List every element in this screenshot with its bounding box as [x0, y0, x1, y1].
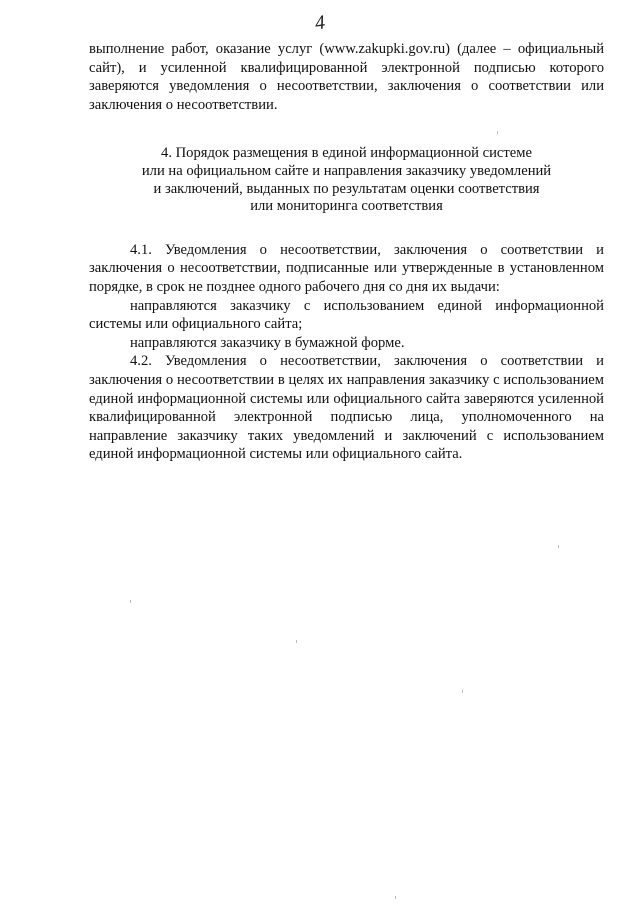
scan-speck — [497, 131, 498, 134]
paragraph-4-2: 4.2. Уведомления о несоответствии, заключения о соответствии и заключения о несоответствии в целях их направления заказчику с использованием единой информационной системы или официального сайта заверяются усиленной квалифицированной электронной подписью лица, уполномоченного на направление заказчику таких уведомлений и заключений с использованием единой информационной системы или официального сайта. — [89, 353, 604, 463]
section-heading-line: или мониторинга соответствия — [250, 198, 443, 215]
section-heading — [89, 145, 604, 215]
scan-speck — [558, 545, 559, 548]
section-heading-line: и заключений, выданных по результатам оценки соответствия — [153, 180, 540, 197]
scan-speck — [462, 690, 463, 693]
scan-speck — [296, 640, 297, 643]
document-body — [89, 40, 604, 464]
page-number: 4 — [313, 11, 327, 35]
scan-speck — [395, 896, 396, 899]
section-heading-line: 4. Порядок размещения в единой информационной системе — [161, 145, 532, 162]
list-item-paper: направляются заказчику в бумажной форме. — [130, 334, 405, 351]
intro-paragraph: выполнение работ, оказание услуг (www.zakupki.gov.ru) (далее – официальный сайт), и усиленной квалифицированной электронной подписью которого заверяются уведомления о несоответствии, заключения о соответствии или заключения о несоответствии. — [89, 41, 604, 113]
scan-speck — [130, 600, 131, 603]
section-heading-line: или на официальном сайте и направления заказчику уведомлений — [141, 162, 552, 179]
paragraph-4-1: 4.1. Уведомления о несоответствии, заключения о соответствии и заключения о несоответствии, подписанные или утвержденные в установленном порядке, в срок не позднее одного рабочего дня со дня их выдачи: — [89, 241, 604, 295]
list-item-electronic: направляются заказчику с использованием единой информационной системы или официального сайта; — [89, 297, 604, 333]
